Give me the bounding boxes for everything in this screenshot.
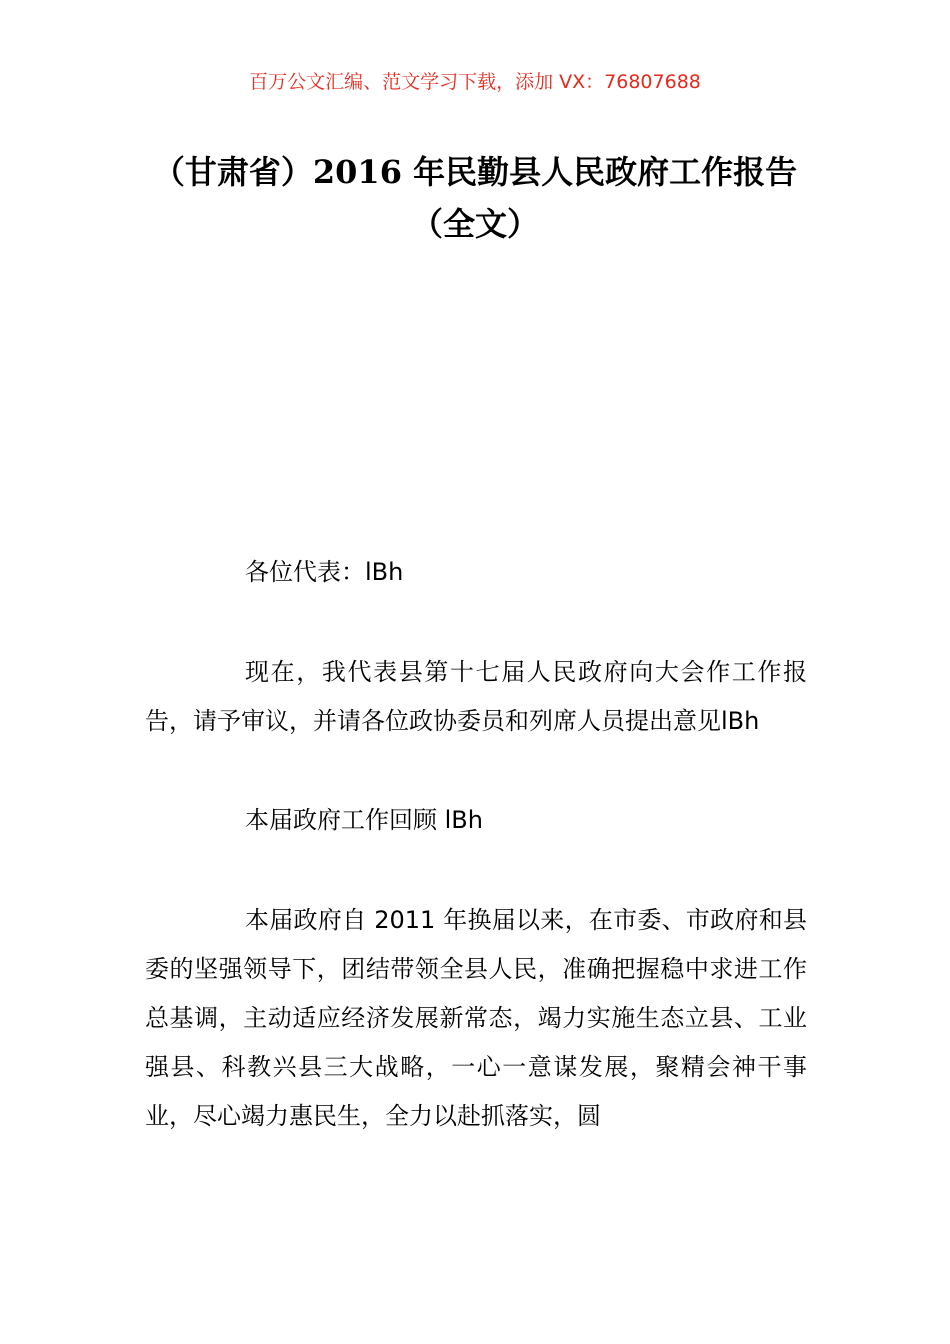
greeting-paragraph: 各位代表：lBh <box>245 558 404 586</box>
document-body <box>145 548 807 1191</box>
intro-paragraph: 现在，我代表县第十七届人民政府向大会作工作报告，请予审议，并请各位政协委员和列席人员提出意见lBh <box>145 658 807 735</box>
document-title: （甘肃省）2016 年民勤县人民政府工作报告（全文） <box>152 153 798 243</box>
review-paragraph: 本届政府自 2011 年换届以来，在市委、市政府和县委的坚强领导下，团结带领全县人民，准确把握稳中求进工作总基调，主动适应经济发展新常态，竭力实施生态立县、工业强县、科教兴县三大战略，一心一意谋发展，聚精会神干事业，尽心竭力惠民生，全力以赴抓落实，圆 <box>145 906 807 1130</box>
header-note: 百万公文汇编、范文学习下载，添加 VX：76807688 <box>249 71 701 93</box>
section-heading: 本届政府工作回顾 lBh <box>245 806 483 834</box>
